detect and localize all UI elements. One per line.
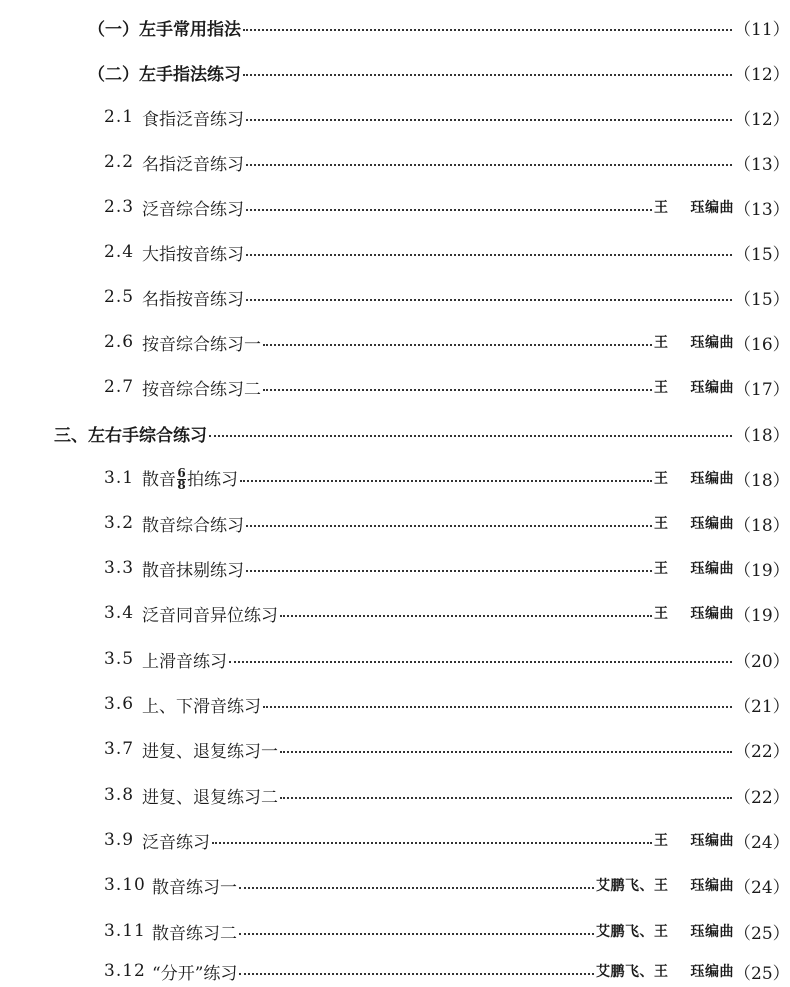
composer-suffix: 珏编曲 (690, 964, 734, 980)
composer-credit (654, 830, 734, 850)
page-number: （19） (734, 605, 790, 626)
dot-leader (240, 480, 652, 482)
dot-leader (246, 254, 732, 256)
entry-title (142, 465, 238, 492)
toc-entry[interactable] (0, 825, 790, 855)
dot-leader (243, 29, 732, 31)
entry-title: 名指泛音练习 (142, 154, 244, 175)
page-number: （21） (734, 696, 790, 717)
page-number: （12） (734, 109, 790, 130)
toc-entry[interactable] (0, 192, 790, 222)
dot-leader (243, 74, 732, 76)
dot-leader (239, 887, 594, 889)
composer-name: 王 (654, 471, 669, 487)
entry-title: 散音练习一 (152, 877, 237, 898)
toc-entry[interactable] (0, 508, 790, 538)
dot-leader (212, 842, 652, 844)
entry-title: 散音抹剔练习 (142, 560, 244, 581)
entry-title: 上滑音练习 (142, 651, 227, 672)
entry-number: 2.6 (104, 332, 135, 352)
composer-suffix: 珏编曲 (690, 878, 734, 894)
composer-name: 王 (654, 833, 669, 849)
dot-leader (246, 164, 732, 166)
composer-suffix: 珏编曲 (690, 516, 734, 532)
page-number: （18） (734, 425, 790, 446)
page-number: （24） (734, 832, 790, 853)
dot-leader (209, 435, 732, 437)
toc-entry[interactable] (0, 598, 790, 628)
composer-suffix: 珏编曲 (690, 606, 734, 622)
page-number: （20） (734, 651, 790, 672)
composer-name: 王 (654, 200, 669, 216)
page-number: （24） (734, 877, 790, 898)
toc-entry[interactable] (0, 372, 790, 402)
dot-leader (246, 209, 652, 211)
toc-entry[interactable] (0, 237, 790, 267)
composer-credit (654, 332, 734, 352)
page-number: （25） (734, 923, 790, 944)
composer-credit (654, 558, 734, 578)
toc-entry[interactable] (0, 147, 790, 177)
composer-name: 艾鹏飞、王 (596, 964, 669, 980)
page-number: （22） (734, 741, 790, 762)
entry-number: 3.1 (104, 468, 135, 488)
dot-leader (263, 706, 732, 708)
entry-title: 散音练习二 (152, 923, 237, 944)
entry-title-suffix: 拍练习 (187, 469, 238, 490)
composer-suffix: 珏编曲 (690, 335, 734, 351)
entry-title-prefix: 散音 (142, 469, 176, 490)
entry-title: 大指按音练习 (142, 244, 244, 265)
dot-leader (229, 661, 732, 663)
toc-entry[interactable] (0, 916, 790, 946)
composer-suffix: 珏编曲 (690, 380, 734, 396)
entry-title: 泛音练习 (142, 832, 210, 853)
entry-title: 按音综合练习一 (142, 334, 261, 355)
time-signature-numerator: 6 (177, 465, 186, 480)
composer-name: 王 (654, 380, 669, 396)
entry-number: 2.2 (104, 152, 135, 172)
entry-title: 三、左右手综合练习 (54, 425, 207, 446)
entry-number: 3.2 (104, 513, 135, 533)
entry-number: 3.4 (104, 603, 135, 623)
composer-suffix: 珏编曲 (690, 471, 734, 487)
toc-entry[interactable] (0, 956, 790, 986)
entry-number: 3.5 (104, 649, 135, 669)
toc-entry[interactable] (0, 102, 790, 132)
dot-leader (280, 615, 652, 617)
dot-leader (263, 389, 652, 391)
dot-leader (246, 525, 652, 527)
entry-title: 食指泛音练习 (142, 109, 244, 130)
dot-leader (246, 570, 652, 572)
toc-entry[interactable] (0, 644, 790, 674)
entry-title: 泛音同音异位练习 (142, 605, 278, 626)
entry-title: （一）左手常用指法 (88, 19, 241, 40)
entry-title: 泛音综合练习 (142, 199, 244, 220)
toc-entry[interactable] (0, 57, 790, 87)
time-signature (177, 465, 186, 492)
composer-suffix: 珏编曲 (690, 561, 734, 577)
dot-leader (246, 299, 732, 301)
toc-entry[interactable] (0, 780, 790, 810)
page-number: （19） (734, 560, 790, 581)
composer-credit (596, 921, 734, 941)
composer-credit (654, 513, 734, 533)
dot-leader (280, 751, 732, 753)
entry-number: 3.9 (104, 830, 135, 850)
entry-number: 3.3 (104, 558, 135, 578)
page-number: （16） (734, 334, 790, 355)
composer-credit (654, 377, 734, 397)
page-number: （18） (734, 470, 790, 491)
dot-leader (246, 119, 732, 121)
composer-name: 艾鹏飞、王 (596, 924, 669, 940)
page-number: （18） (734, 515, 790, 536)
page-number: （15） (734, 289, 790, 310)
composer-name: 王 (654, 516, 669, 532)
composer-name: 王 (654, 606, 669, 622)
entry-title: 名指按音练习 (142, 289, 244, 310)
composer-name: 王 (654, 335, 669, 351)
entry-number: 3.12 (104, 961, 146, 981)
entry-number: 2.1 (104, 107, 135, 127)
composer-credit (654, 468, 734, 488)
composer-credit (654, 197, 734, 217)
dot-leader (263, 344, 652, 346)
page-number: （13） (734, 154, 790, 175)
entry-number: 3.11 (104, 921, 146, 941)
page-number: （25） (734, 963, 790, 984)
toc-entry[interactable] (0, 870, 790, 900)
entry-title: “分开”练习 (152, 963, 238, 984)
composer-credit (596, 961, 734, 981)
entry-number: 3.6 (104, 694, 135, 714)
toc-entry[interactable] (0, 327, 790, 357)
toc-entry[interactable] (0, 734, 790, 764)
composer-name: 艾鹏飞、王 (596, 878, 669, 894)
composer-credit (654, 603, 734, 623)
entry-number: 3.10 (104, 875, 146, 895)
page-number: （12） (734, 64, 790, 85)
page-number: （13） (734, 199, 790, 220)
composer-suffix: 珏编曲 (690, 200, 734, 216)
entry-title: 按音综合练习二 (142, 379, 261, 400)
entry-number: 2.4 (104, 242, 135, 262)
composer-suffix: 珏编曲 (690, 924, 734, 940)
toc-entry[interactable] (0, 282, 790, 312)
time-signature-denominator: 8 (177, 477, 186, 492)
toc-entry[interactable] (0, 689, 790, 719)
entry-title: 上、下滑音练习 (142, 696, 261, 717)
entry-number: 2.3 (104, 197, 135, 217)
toc-entry[interactable] (0, 463, 790, 493)
entry-title: （二）左手指法练习 (88, 64, 241, 85)
composer-suffix: 珏编曲 (690, 833, 734, 849)
page-number: （17） (734, 379, 790, 400)
page-number: （22） (734, 787, 790, 808)
composer-name: 王 (654, 561, 669, 577)
entry-number: 2.7 (104, 377, 135, 397)
toc-entry[interactable] (0, 418, 790, 448)
composer-credit (596, 875, 734, 895)
entry-title: 进复、退复练习二 (142, 787, 278, 808)
dot-leader (239, 973, 594, 975)
toc-entry[interactable] (0, 553, 790, 583)
entry-number: 3.7 (104, 739, 135, 759)
page-number: （11） (734, 19, 790, 40)
entry-title: 散音综合练习 (142, 515, 244, 536)
entry-number: 2.5 (104, 287, 135, 307)
entry-title: 进复、退复练习一 (142, 741, 278, 762)
entry-number: 3.8 (104, 785, 135, 805)
toc-entry[interactable] (0, 12, 790, 42)
dot-leader (239, 933, 594, 935)
dot-leader (280, 797, 732, 799)
page-number: （15） (734, 244, 790, 265)
